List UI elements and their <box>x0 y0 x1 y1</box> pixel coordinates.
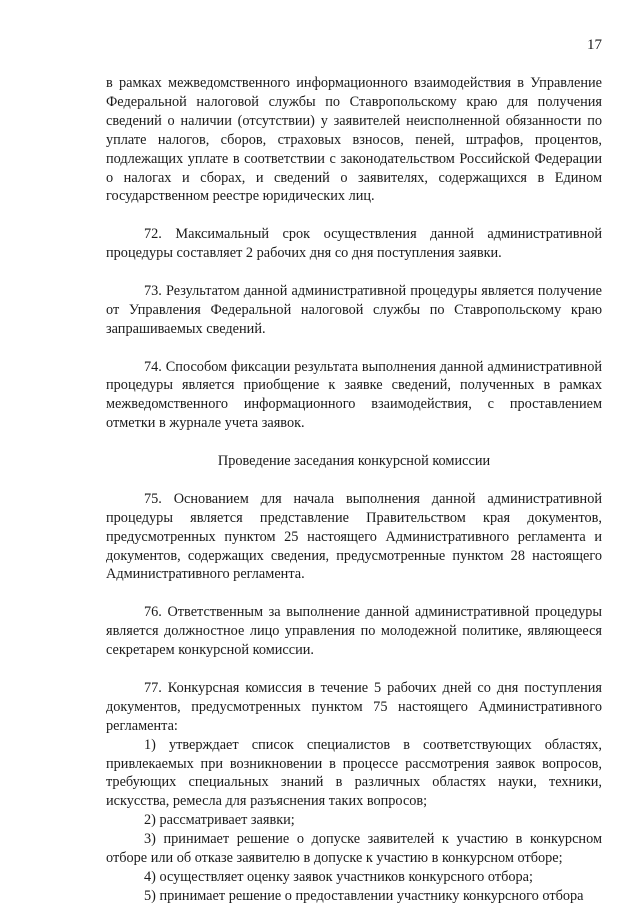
paragraph-74: 74. Способом фиксации результата выполнения данной административной процедуры является приобщение к заявке сведений, полученных в рамках межведомственного информационного взаимодействия, с проставлением отметки в журнале учета заявок. <box>106 358 602 432</box>
paragraph-72: 72. Максимальный срок осуществления данной административной процедуры составляет 2 рабочих дня со дня поступления заявки. <box>106 226 602 262</box>
paragraph-73: 73. Результатом данной административной процедуры является получение от Управления Федеральной налоговой службы по Ставропольскому краю запрашиваемых сведений. <box>106 282 602 337</box>
list-item: 5) принимает решение о предоставлении участнику конкурсного отбора <box>144 887 584 904</box>
list-item: 1) утверждает список специалистов в соответствующих областях, привлекаемых при возникновении в процессе рассмотрения заявок вопросов, требующих специальных знаний в различных областях науки, техники, искусства, ремесла для разъяснения таких вопросов; <box>106 736 602 810</box>
paragraph-76: 76. Ответственным за выполнение данной административной процедуры является должностное лицо управления по молодежной политике, являющееся секретарем конкурсной комиссии. <box>106 604 602 659</box>
list-item: 4) осуществляет оценку заявок участников конкурсного отбора; <box>144 868 533 885</box>
section-heading: Проведение заседания конкурсной комиссии <box>217 453 491 470</box>
page-number: 17 <box>587 37 602 53</box>
document-body <box>106 74 602 906</box>
paragraph-75: 75. Основанием для начала выполнения данной административной процедуры является представление Правительством края документов, предусмотренных пунктом 25 настоящего Административного регламента и документов, содержащих сведения, предусмотренные пунктом 28 настоящего Административного регламента. <box>106 490 602 583</box>
list-item: 3) принимает решение о допуске заявителей к участию в конкурсном отборе или об отказе заявителю в допуске к участию в конкурсном отборе; <box>106 831 602 867</box>
paragraph-77: 77. Конкурсная комиссия в течение 5 рабочих дней со дня поступления документов, предусмотренных пунктом 75 настоящего Административного регламента: <box>106 679 602 734</box>
paragraph-continuation: в рамках межведомственного информационного взаимодействия в Управление Федеральной налоговой службы по Ставропольскому краю для получения сведений о наличии (отсутствии) у заявителей неисполненной обязанности по уплате налогов, сборов, страховых взносов, пеней, штрафов, процентов, подлежащих уплате в соответствии с законодательством Российской Федерации о налогах и сборах, и сведений о заявителях, содержащихся в Едином государственном реестре юридических лиц. <box>106 75 602 205</box>
list-item: 2) рассматривает заявки; <box>144 812 295 829</box>
